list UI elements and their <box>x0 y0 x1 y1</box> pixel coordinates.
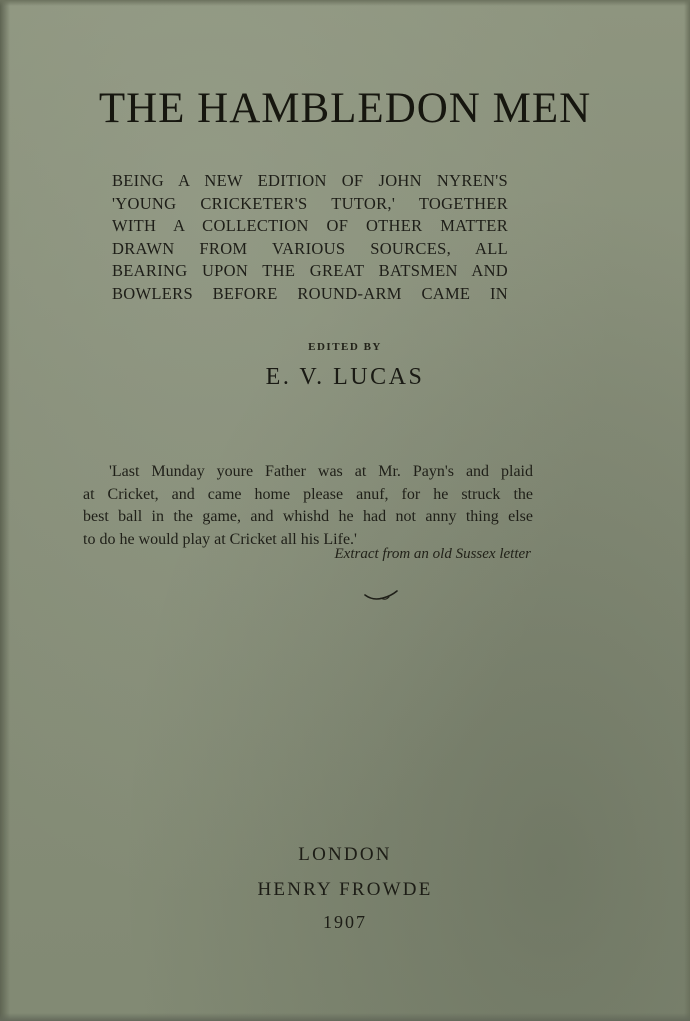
book-subtitle <box>112 170 508 306</box>
quote-line: at Cricket, and came home please anuf, for he struck the <box>83 485 533 503</box>
quote-line: best ball in the game, and whishd he had not anny thing else <box>83 508 533 526</box>
cover-edge-right <box>684 0 690 1021</box>
imprint-publisher: HENRY FROWDE <box>257 879 433 900</box>
flourish-ornament-icon <box>363 589 399 603</box>
quote-line: 'Last Munday youre Father was at Mr. Payn's and plaid <box>109 463 533 480</box>
subtitle-line: BOWLERS BEFORE ROUND-ARM CAME IN <box>112 283 508 303</box>
imprint-city: LONDON <box>298 844 392 865</box>
subtitle-line: BEARING UPON THE GREAT BATSMEN AND <box>112 261 508 281</box>
editor-name: E. V. LUCAS <box>265 364 425 390</box>
subtitle-line: WITH A COLLECTION OF OTHER MATTER <box>112 216 508 236</box>
quote-source: Extract from an old Sussex letter <box>334 546 531 562</box>
cover-edge-top <box>0 0 690 6</box>
quote-line: to do he would play at Cricket all his Life.' <box>83 530 357 548</box>
cover-edge-left <box>0 0 10 1021</box>
imprint-year: 1907 <box>323 912 367 932</box>
subtitle-line: 'YOUNG CRICKETER'S TUTOR,' TOGETHER <box>112 193 508 213</box>
epigraph-quote <box>83 461 533 551</box>
book-title: THE HAMBLEDON MEN <box>98 85 592 132</box>
subtitle-line: BEING A NEW EDITION OF JOHN NYREN'S <box>112 171 508 190</box>
subtitle-line: DRAWN FROM VARIOUS SOURCES, ALL <box>112 238 508 258</box>
edited-by-label: EDITED BY <box>308 341 382 353</box>
cover-edge-bottom <box>0 1013 690 1021</box>
